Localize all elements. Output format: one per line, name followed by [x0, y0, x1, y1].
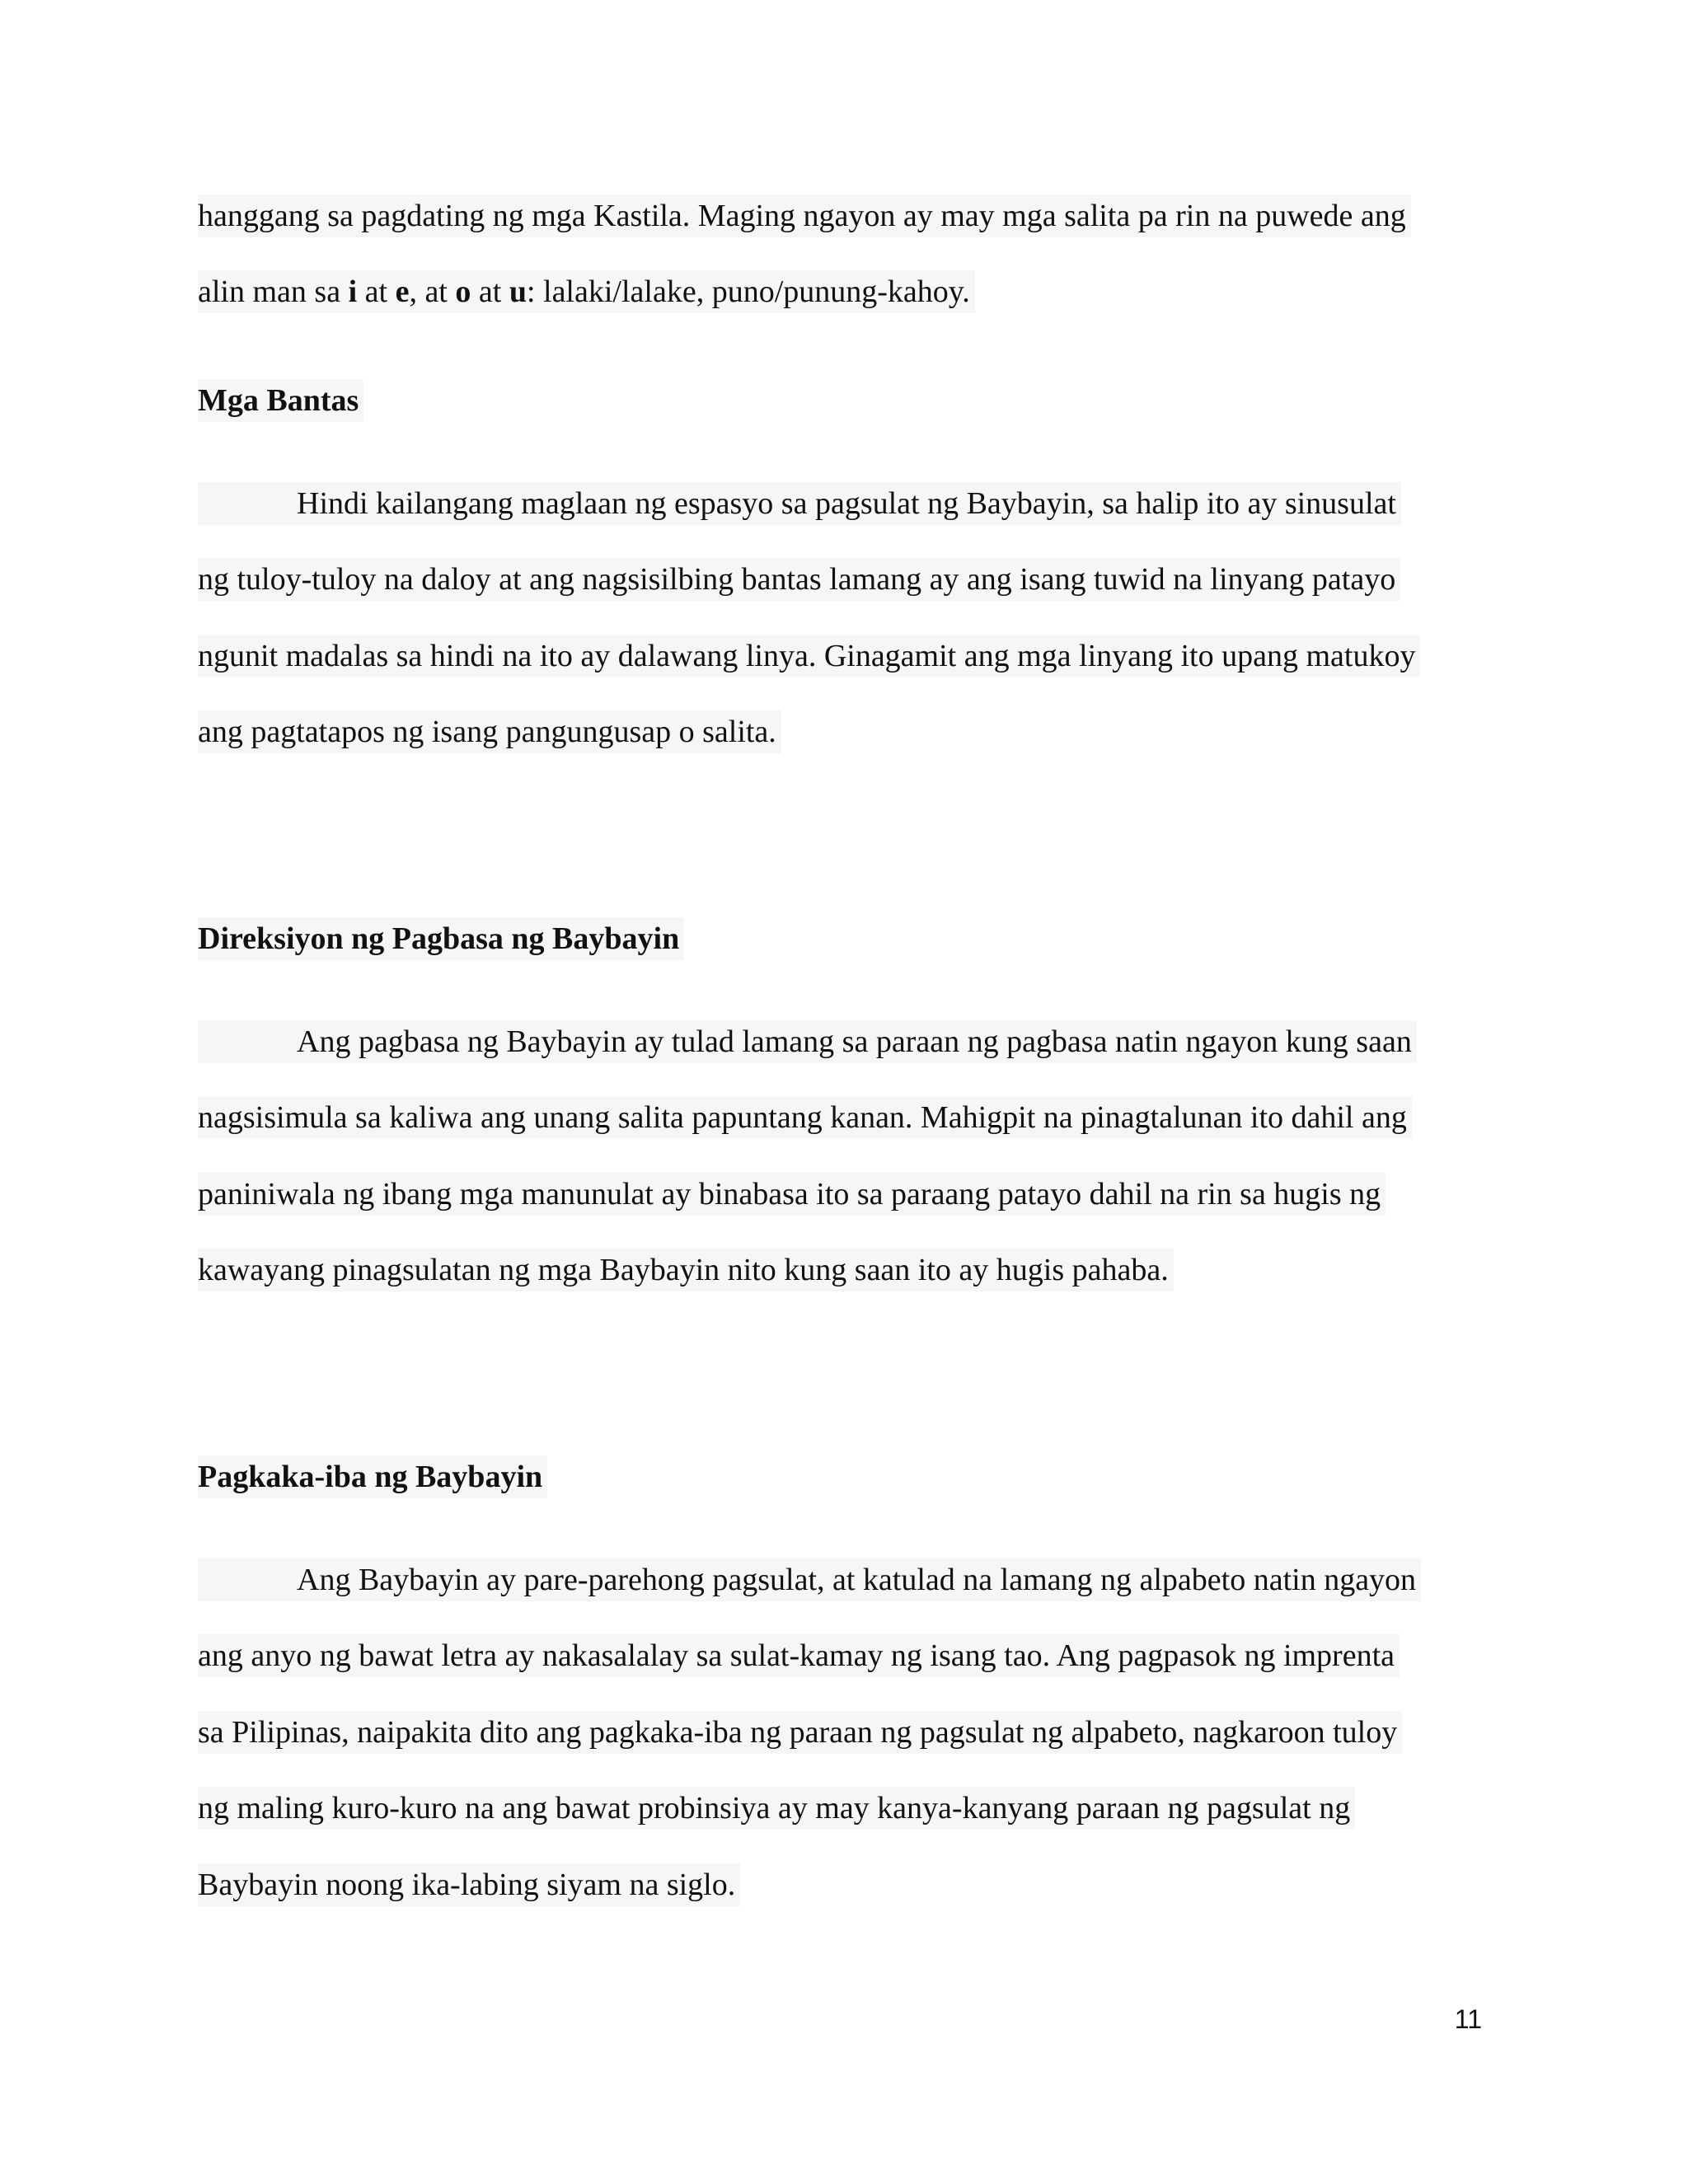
section-heading-direksiyon: Direksiyon ng Pagbasa ng Baybayin [198, 917, 684, 960]
paragraph-text: sa Pilipinas, naipakita dito ang pagkaka-iba ng paraan ng pagsulat ng alpabeto, nagkaroon tuloy [198, 1715, 1398, 1750]
paragraph-line [198, 482, 1401, 525]
paragraph-text: , at [409, 274, 456, 309]
section-heading-bantas: Mga Bantas [198, 379, 363, 422]
paragraph-line [198, 194, 1411, 237]
paragraph-line [198, 635, 1420, 677]
paragraph-text: nagsisimula sa kaliwa ang unang salita papuntang kanan. Mahigpit na pinagtalunan ito dahil ang [198, 1100, 1407, 1135]
paragraph-text: ang pagtatapos ng isang pangungusap o salita. [198, 715, 776, 749]
paragraph-line [198, 1787, 1355, 1830]
paragraph-text: ng maling kuro-kuro na ang bawat probinsiya ay may kanya-kanyang paraan ng pagsulat ng [198, 1791, 1351, 1825]
paragraph-text: Baybayin noong ika-labing siyam na siglo. [198, 1868, 736, 1902]
paragraph-text: ang anyo ng bawat letra ay nakasalalay sa sulat-kamay ng isang tao. Ang pagpasok ng imprenta [198, 1638, 1395, 1673]
paragraph-line [198, 1558, 1421, 1601]
paragraph-text: paniniwala ng ibang mga manunulat ay binabasa ito sa paraang patayo dahil na rin sa hugis ng [198, 1177, 1381, 1212]
paragraph-line [198, 710, 781, 753]
paragraph-line [198, 270, 975, 313]
paragraph-line [198, 1020, 1417, 1063]
bold-letter-i: i [348, 274, 358, 309]
paragraph-line [198, 1096, 1412, 1139]
paragraph-line [198, 558, 1400, 601]
paragraph-text: at [357, 274, 396, 309]
paragraph-line [198, 1173, 1386, 1216]
section-heading-pagkakaiba: Pagkaka-iba ng Baybayin [198, 1455, 547, 1498]
paragraph-line [198, 1249, 1174, 1291]
paragraph-line [198, 1863, 740, 1906]
paragraph-text: at [471, 274, 509, 309]
paragraph-text: ngunit madalas sa hindi na ito ay dalawang linya. Ginagamit ang mga linyang ito upang matukoy [198, 639, 1416, 673]
paragraph-line [198, 1711, 1402, 1754]
paragraph-text: alin man sa [198, 274, 349, 309]
page-number: 11 [1454, 2004, 1482, 2034]
bold-letter-o: o [455, 274, 471, 309]
paragraph-text: ng tuloy-tuloy na daloy at ang nagsisilbing bantas lamang ay ang isang tuwid na linyang patayo [198, 562, 1396, 597]
paragraph-text: hanggang sa pagdating ng mga Kastila. Maging ngayon ay may mga salita pa rin na puwede ang [198, 199, 1406, 233]
paragraph-text: : lalaki/lalake, puno/punung-kahoy. [526, 274, 970, 309]
bold-letter-u: u [509, 274, 527, 309]
paragraph-text: Hindi kailangang maglaan ng espasyo sa pagsulat ng Baybayin, sa halip ito ay sinusulat [297, 486, 1396, 521]
paragraph-line [198, 1634, 1400, 1677]
paragraph-text: Ang pagbasa ng Baybayin ay tulad lamang sa paraan ng pagbasa natin ngayon kung saan [297, 1024, 1412, 1059]
paragraph-text: Ang Baybayin ay pare-parehong pagsulat, at katulad na lamang ng alpabeto natin ngayon [297, 1563, 1417, 1597]
paragraph-text: kawayang pinagsulatan ng mga Baybayin nito kung saan ito ay hugis pahaba. [198, 1253, 1169, 1287]
bold-letter-e: e [395, 274, 410, 309]
